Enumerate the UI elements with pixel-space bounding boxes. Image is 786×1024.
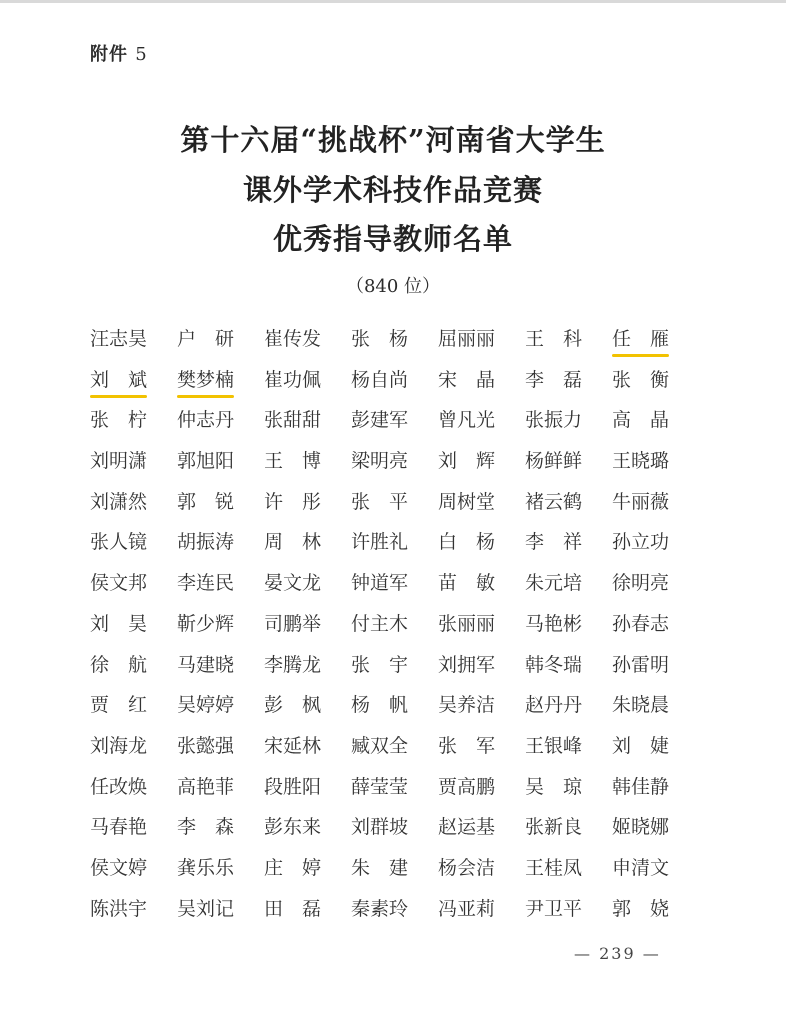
teacher-name-cell — [351, 367, 438, 408]
teacher-name: 户 研 — [177, 328, 235, 350]
attachment-label-text: 附件 — [90, 44, 128, 65]
teacher-name-cell — [351, 529, 438, 570]
teacher-name: 许胜礼 — [351, 531, 409, 554]
teacher-name-cell — [438, 448, 525, 489]
teacher-name-cell — [612, 692, 699, 733]
teacher-name: 彭 枫 — [264, 694, 322, 717]
teacher-name: 杨自尚 — [351, 368, 409, 391]
teacher-name-cell — [351, 407, 438, 448]
teacher-name-cell — [438, 529, 525, 570]
teacher-name-cell — [177, 733, 264, 774]
teacher-name-cell — [525, 367, 612, 408]
teacher-name-cell — [525, 855, 612, 896]
teacher-name-cell — [351, 774, 438, 815]
teacher-name-cell — [438, 896, 525, 937]
teacher-name: 刘 昊 — [90, 612, 148, 635]
teacher-name: 李连民 — [177, 572, 235, 595]
teacher-name-cell — [264, 855, 351, 896]
teacher-name: 张懿强 — [177, 734, 235, 757]
teacher-name-cell — [90, 774, 177, 815]
teacher-name: 郭 锐 — [177, 490, 235, 513]
teacher-name: 曾凡光 — [438, 409, 496, 432]
teacher-name-cell — [177, 489, 264, 530]
teacher-name-cell — [90, 896, 177, 937]
teacher-name-cell — [90, 855, 177, 896]
teacher-name: 申清文 — [612, 856, 670, 879]
teacher-name: 田 磊 — [264, 897, 322, 920]
teacher-name: 段胜阳 — [264, 775, 322, 798]
teacher-name-cell — [612, 448, 699, 489]
teacher-name: 刘拥军 — [438, 653, 496, 676]
teacher-name-cell — [612, 652, 699, 693]
teacher-name: 许 彤 — [264, 490, 322, 513]
teacher-name-cell — [264, 692, 351, 733]
teacher-name-cell — [264, 448, 351, 489]
teacher-name: 宋 晶 — [438, 368, 496, 391]
teacher-name-cell — [438, 611, 525, 652]
teacher-name-cell — [264, 570, 351, 611]
teacher-name-cell — [264, 611, 351, 652]
teacher-name-cell — [90, 489, 177, 530]
teacher-name: 吴 琼 — [525, 775, 583, 798]
document-title-line-2: 课外学术科技作品竞赛 — [242, 173, 543, 207]
teacher-name: 贾高鹏 — [438, 775, 496, 798]
teacher-name: 高 晶 — [612, 409, 670, 432]
teacher-name: 徐明亮 — [612, 572, 670, 595]
teacher-name: 刘 辉 — [438, 450, 496, 473]
teacher-name: 赵丹丹 — [525, 694, 583, 717]
teacher-name: 周树堂 — [438, 490, 496, 513]
teacher-name-cell — [612, 570, 699, 611]
teacher-name: 胡振涛 — [177, 531, 235, 554]
teacher-name-cell — [438, 570, 525, 611]
teacher-name-cell — [612, 855, 699, 896]
teacher-name-highlighted: 任 雁 — [612, 328, 670, 350]
teacher-name-cell — [612, 326, 699, 367]
teacher-name: 高艳菲 — [177, 775, 235, 798]
teacher-name-cell — [264, 733, 351, 774]
teacher-name-cell — [264, 489, 351, 530]
teacher-name: 马建晓 — [177, 653, 235, 676]
teacher-name-cell — [612, 611, 699, 652]
teacher-name: 张 宇 — [351, 653, 409, 676]
teacher-name: 庄 婷 — [264, 856, 322, 879]
teacher-name: 屈丽丽 — [438, 328, 496, 350]
teacher-name-cell — [612, 896, 699, 937]
teacher-name-cell — [351, 855, 438, 896]
teacher-name-cell — [351, 733, 438, 774]
teacher-name: 张丽丽 — [438, 612, 496, 635]
teacher-name: 宋延林 — [264, 734, 322, 757]
teacher-name: 张 军 — [438, 734, 496, 757]
teacher-name: 龚乐乐 — [177, 856, 235, 879]
page-number: — 239 — — [574, 944, 661, 963]
teacher-name: 刘群坡 — [351, 816, 409, 839]
teacher-name-cell — [90, 611, 177, 652]
teacher-name: 王银峰 — [525, 734, 583, 757]
teacher-name-cell — [525, 733, 612, 774]
teacher-name-cell — [351, 652, 438, 693]
teacher-name: 薛莹莹 — [351, 775, 409, 798]
teacher-name-cell — [351, 448, 438, 489]
teacher-name-cell — [177, 407, 264, 448]
teacher-name: 韩佳静 — [612, 775, 670, 798]
teacher-name: 张振力 — [525, 409, 583, 432]
teacher-name-cell — [177, 611, 264, 652]
teacher-name-cell — [612, 489, 699, 530]
teacher-name: 付主木 — [351, 612, 409, 635]
teacher-name: 杨 帆 — [351, 694, 409, 717]
teacher-name: 郭 娆 — [612, 897, 670, 920]
teacher-name-cell — [177, 326, 264, 367]
teacher-name-cell — [525, 692, 612, 733]
teacher-name-cell — [438, 326, 525, 367]
teacher-name: 孙立功 — [612, 531, 670, 554]
teacher-name: 尹卫平 — [525, 897, 583, 920]
teacher-name-cell — [612, 367, 699, 408]
teacher-name: 张人镜 — [90, 531, 148, 554]
teacher-name-cell — [177, 692, 264, 733]
teacher-name: 靳少辉 — [177, 612, 235, 635]
attachment-label — [90, 40, 148, 66]
teacher-name: 秦素玲 — [351, 897, 409, 920]
teacher-name-cell — [351, 896, 438, 937]
teacher-name: 马春艳 — [90, 816, 148, 839]
teacher-name-cell — [90, 692, 177, 733]
teacher-name-cell — [525, 407, 612, 448]
teacher-name-cell — [177, 367, 264, 408]
teacher-name-cell — [351, 692, 438, 733]
teacher-name-cell — [264, 367, 351, 408]
teacher-name-cell — [438, 407, 525, 448]
teacher-name-cell — [351, 326, 438, 367]
attachment-number: 5 — [135, 44, 148, 65]
teacher-name-cell — [612, 814, 699, 855]
teacher-name-cell — [438, 367, 525, 408]
teacher-name-cell — [264, 529, 351, 570]
teacher-name-cell — [612, 529, 699, 570]
teacher-name: 朱元培 — [525, 572, 583, 595]
teacher-name-cell — [525, 326, 612, 367]
teacher-name: 褚云鹤 — [525, 490, 583, 513]
teacher-name-cell — [177, 855, 264, 896]
teacher-name: 杨鲜鲜 — [525, 450, 583, 473]
teacher-name-cell — [351, 814, 438, 855]
teacher-name-cell — [438, 733, 525, 774]
teacher-name: 王 博 — [264, 450, 322, 473]
teacher-name: 王 科 — [525, 328, 583, 350]
teacher-name-cell — [264, 407, 351, 448]
teacher-name: 刘海龙 — [90, 734, 148, 757]
teacher-name-cell — [525, 652, 612, 693]
teacher-name-cell — [438, 489, 525, 530]
teacher-name: 李腾龙 — [264, 653, 322, 676]
teacher-name: 朱晓晨 — [612, 694, 670, 717]
teacher-name-cell — [438, 855, 525, 896]
teacher-name-list — [90, 326, 700, 936]
teacher-name: 刘 婕 — [612, 734, 670, 757]
teacher-name-cell — [525, 570, 612, 611]
teacher-count: （840 位） — [345, 276, 441, 297]
teacher-name: 郭旭阳 — [177, 450, 235, 473]
teacher-name: 陈洪宇 — [90, 897, 148, 920]
teacher-name: 李 祥 — [525, 531, 583, 554]
teacher-name-cell — [177, 529, 264, 570]
teacher-name: 牛丽薇 — [612, 490, 670, 513]
teacher-name-cell — [90, 407, 177, 448]
teacher-name-cell — [351, 611, 438, 652]
teacher-name: 仲志丹 — [177, 409, 235, 432]
teacher-name: 王桂凤 — [525, 856, 583, 879]
teacher-name-cell — [90, 367, 177, 408]
teacher-name: 刘潇然 — [90, 490, 148, 513]
teacher-name-cell — [438, 652, 525, 693]
teacher-name: 崔功佩 — [264, 368, 322, 391]
document-title-line-1: 第十六届“挑战杯”河南省大学生 — [180, 123, 606, 157]
top-border-line — [0, 0, 786, 3]
teacher-name-cell — [525, 814, 612, 855]
teacher-name-cell — [525, 489, 612, 530]
teacher-name: 张 平 — [351, 490, 409, 513]
teacher-name: 侯文婷 — [90, 856, 148, 879]
teacher-name-highlighted: 刘 斌 — [90, 368, 148, 391]
teacher-name-cell — [438, 814, 525, 855]
teacher-name-cell — [612, 407, 699, 448]
teacher-name-cell — [612, 733, 699, 774]
teacher-name: 吴刘记 — [177, 897, 235, 920]
teacher-name: 张 柠 — [90, 409, 148, 432]
teacher-name-cell — [90, 652, 177, 693]
teacher-name: 姬晓娜 — [612, 816, 670, 839]
teacher-name-cell — [351, 489, 438, 530]
teacher-name-cell — [90, 814, 177, 855]
teacher-name: 杨会洁 — [438, 856, 496, 879]
teacher-name-cell — [264, 814, 351, 855]
teacher-name: 朱 建 — [351, 856, 409, 879]
teacher-name-cell — [525, 896, 612, 937]
teacher-name: 周 林 — [264, 531, 322, 554]
teacher-name-cell — [264, 326, 351, 367]
teacher-name: 王晓璐 — [612, 450, 670, 473]
teacher-name: 梁明亮 — [351, 450, 409, 473]
teacher-name: 吴婷婷 — [177, 694, 235, 717]
teacher-name-cell — [525, 611, 612, 652]
teacher-name-cell — [90, 326, 177, 367]
teacher-name-cell — [90, 733, 177, 774]
teacher-name: 苗 敏 — [438, 572, 496, 595]
teacher-name-highlighted: 樊梦楠 — [177, 368, 235, 391]
teacher-name: 刘明潇 — [90, 450, 148, 473]
teacher-name-cell — [525, 774, 612, 815]
teacher-name-cell — [264, 896, 351, 937]
teacher-name: 孙雷明 — [612, 653, 670, 676]
document-title-line-3: 优秀指导教师名单 — [272, 222, 513, 256]
teacher-name: 司鹏举 — [264, 612, 322, 635]
teacher-name: 冯亚莉 — [438, 897, 496, 920]
teacher-name-cell — [90, 570, 177, 611]
teacher-name: 彭东来 — [264, 816, 322, 839]
teacher-name: 张 衡 — [612, 368, 670, 391]
teacher-name: 赵运基 — [438, 816, 496, 839]
teacher-name: 彭建军 — [351, 409, 409, 432]
teacher-name-cell — [525, 448, 612, 489]
teacher-name: 贾 红 — [90, 694, 148, 717]
teacher-name-cell — [177, 448, 264, 489]
teacher-name-cell — [177, 570, 264, 611]
teacher-name-cell — [177, 774, 264, 815]
teacher-name: 张 杨 — [351, 328, 409, 350]
teacher-name-cell — [351, 570, 438, 611]
teacher-name: 汪志昊 — [90, 328, 148, 350]
teacher-name: 徐 航 — [90, 653, 148, 676]
teacher-name-cell — [177, 896, 264, 937]
teacher-name-cell — [438, 774, 525, 815]
teacher-name: 张甜甜 — [264, 409, 322, 432]
teacher-name-cell — [90, 529, 177, 570]
teacher-name: 晏文龙 — [264, 572, 322, 595]
teacher-name: 白 杨 — [438, 531, 496, 554]
teacher-name: 李 森 — [177, 816, 235, 839]
teacher-name: 孙春志 — [612, 612, 670, 635]
teacher-name-cell — [612, 774, 699, 815]
teacher-name-cell — [90, 448, 177, 489]
teacher-name: 任改焕 — [90, 775, 148, 798]
teacher-name: 吴养洁 — [438, 694, 496, 717]
teacher-name: 钟道军 — [351, 572, 409, 595]
teacher-name: 臧双全 — [351, 734, 409, 757]
teacher-name-cell — [438, 692, 525, 733]
teacher-name-cell — [177, 814, 264, 855]
teacher-name: 侯文邦 — [90, 572, 148, 595]
teacher-name-cell — [264, 652, 351, 693]
teacher-name-cell — [177, 652, 264, 693]
teacher-name: 韩冬瑞 — [525, 653, 583, 676]
teacher-name: 张新良 — [525, 816, 583, 839]
teacher-name-cell — [264, 774, 351, 815]
teacher-name: 李 磊 — [525, 368, 583, 391]
teacher-name-cell — [525, 529, 612, 570]
teacher-name: 马艳彬 — [525, 612, 583, 635]
teacher-name: 崔传发 — [264, 328, 322, 350]
